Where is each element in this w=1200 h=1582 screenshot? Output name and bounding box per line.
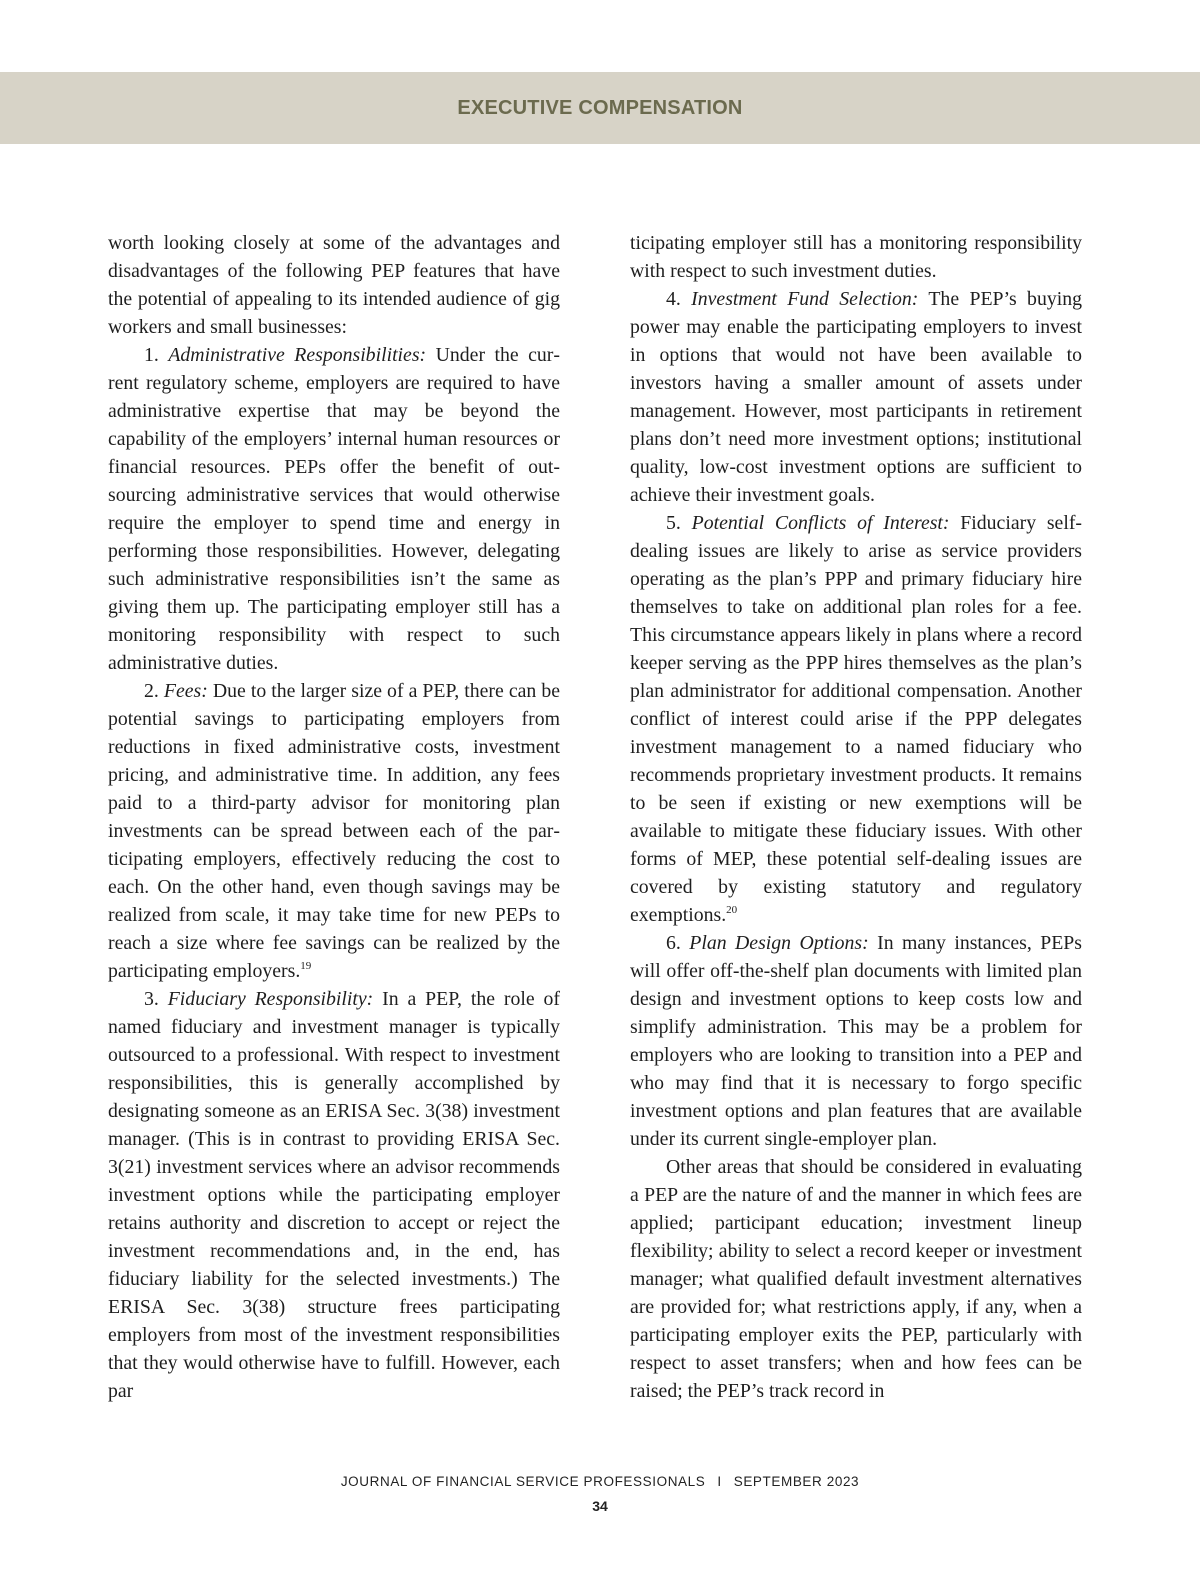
item-investment-fund-selection: [630, 285, 1082, 509]
item-body: In a PEP, the role of named fiduciary and investment manager is typically outsourced to a professional. With respect to investment responsibilities, this is generally accomplished by designating someone as an ERISA Sec. 3(38) investment manager. (This is in contrast to providing ERISA Sec. 3(21) investment services where an advisor recommends investment options while the participating employer retains authority and discretion to accept or reject the investment recommendations and, in the end, has fiduciary liability for the selected investments.) The ERISA Sec. 3(38) structure frees participating employers from most of the investment responsibilities that they would otherwise have to fulfill. However, each par: [108, 988, 560, 1402]
page-number: 34: [592, 1498, 608, 1514]
item-body: In many instances, PEPs will offer off-the-shelf plan documents with limited plan design and investment options to keep costs low and simplify administration. This may be a problem for employers who are looking to transition into a PEP and who may find that it is necessary to forgo specific investment options and plan features that are available under its current single-employer plan.: [630, 932, 1082, 1150]
item-title: Fiduciary Responsibility:: [167, 988, 374, 1010]
item-number: 6.: [666, 932, 690, 954]
item-number: 3.: [144, 988, 168, 1010]
item-title: Potential Conflicts of Interest:: [691, 512, 950, 534]
item-fiduciary-responsibility: [108, 985, 560, 1405]
item-number: 4.: [666, 288, 692, 310]
item-potential-conflicts: [630, 509, 1082, 929]
item-body: Under the current regulatory scheme, employers are required to have administrative expertise that may be beyond the capability of the employers’ internal human resources or financial resources. PEPs offer the benefit of outsourcing administrative services that would otherwise require the employer to spend time and energy in performing those responsibilities. However, delegating such administrative responsibilities isn’t the same as giving them up. The participating employer still has a monitoring responsibility with respect to such administrative duties.: [108, 344, 560, 674]
left-column: [108, 229, 560, 1405]
item-number: 2.: [144, 680, 164, 702]
item-plan-design-options: [630, 929, 1082, 1153]
item-title: Investment Fund Selection:: [691, 288, 919, 310]
item-body: The PEP’s buying power may enable the participating employers to invest in options that would not have been available to investors having a smaller amount of assets under management. However, most participants in retirement plans don’t need more investment options; institutional quality, low-cost investment options are sufficient to achieve their investment goals.: [630, 288, 1082, 506]
continuation-paragraph: ticipating employer still has a monitoring responsibility with respect to such investment duties.: [630, 232, 1082, 282]
item-body: Due to the larger size of a PEP, there can be potential savings to participating employers from reductions in fixed administrative costs, investment pricing, and administrative time. In addition, any fees paid to a third-party advisor for monitoring plan investments can be spread between each of the participating employers, effectively reducing the cost to each. On the other hand, even though savings may be realized from scale, it may take time for new PEPs to reach a size where fee savings can be realized by the participating employers.: [108, 680, 560, 982]
journal-name: JOURNAL OF FINANCIAL SERVICE PROFESSIONALS: [340, 1474, 706, 1489]
footnote-ref: 19: [300, 960, 312, 972]
item-title: Plan Design Options:: [689, 932, 869, 954]
footnote-ref: 20: [726, 904, 738, 916]
footer-separator: I: [717, 1474, 722, 1489]
section-header-band: [0, 72, 1200, 144]
issue-date: SEPTEMBER 2023: [733, 1474, 860, 1489]
item-title: Administrative Responsibilities:: [168, 344, 427, 366]
journal-footer: [0, 1474, 1200, 1489]
item-number: 5.: [666, 512, 692, 534]
item-administrative-responsibilities: [108, 341, 560, 677]
right-column: [630, 229, 1082, 1405]
item-number: 1.: [144, 344, 169, 366]
item-body: Fiduciary self-dealing issues are likely to arise as service providers operating as the plan’s PPP and primary fiduciary hire themselves to take on additional plan roles for a fee. This circumstance appears likely in plans where a record keeper serving as the PPP hires themselves as the plan’s plan administrator for additional compensation. Another conflict of interest could arise if the PPP delegates investment management to a named fiduciary who recommends proprietary investment products. It remains to be seen if existing or new exemptions will be available to mitigate these fiduciary issues. With other forms of MEP, these potential self-dealing issues are covered by existing statutory and regulatory exemptions.: [630, 512, 1082, 926]
item-title: Fees:: [163, 680, 208, 702]
item-fees: [108, 677, 560, 985]
closing-paragraph: Other areas that should be considered in evaluating a PEP are the nature of and the manner in which fees are applied; participant education; investment lineup flexibility; ability to select a record keeper or investment manager; what qualified default investment alternatives are provided for; what restrictions apply, if any, when a participating employer exits the PEP, particularly with respect to asset transfers; when and how fees can be raised; the PEP’s track record in: [630, 1156, 1082, 1402]
intro-paragraph: worth looking closely at some of the advantages and disadvantages of the following PEP features that have the potential of appealing to its intended audience of gig workers and small businesses:: [108, 232, 560, 338]
section-title: EXECUTIVE COMPENSATION: [457, 96, 743, 119]
